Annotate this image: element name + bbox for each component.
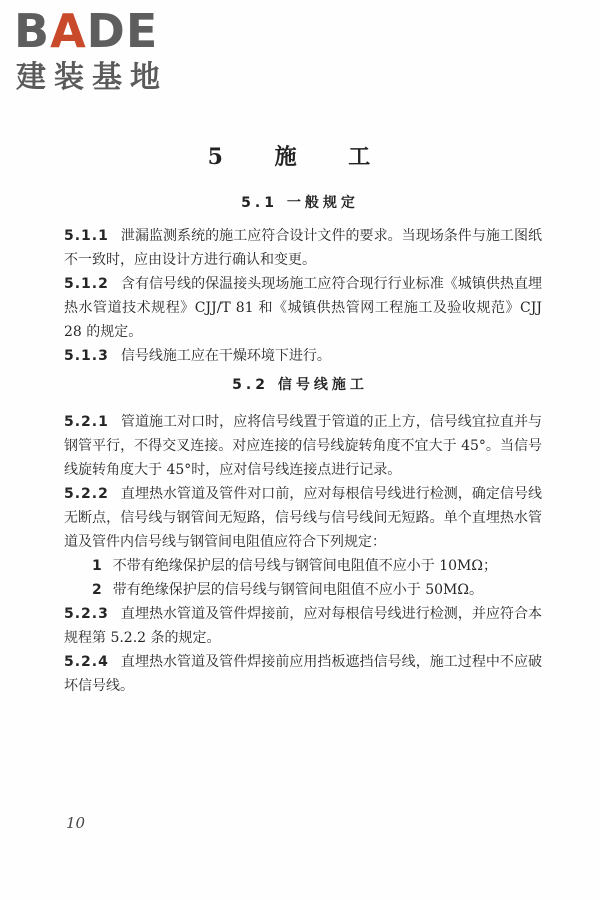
clause-number: 5.1.3: [64, 348, 109, 364]
section-5-2-body: [64, 410, 542, 698]
clause-5-1-1: [64, 224, 542, 272]
clause-number: 5.2.1: [64, 414, 109, 430]
page-number: 10: [66, 814, 86, 832]
clause-5-2-2: [64, 482, 542, 554]
section-5-1-body: [64, 224, 542, 368]
list-item-2: [64, 578, 542, 602]
clause-text: 含有信号线的保温接头现场施工应符合现行行业标准《城镇供热直埋热水管道技术规程》CJJ/T 81 和《城镇供热管网工程施工及验收规范》CJJ 28 的规定。: [64, 276, 542, 340]
clause-5-1-2: [64, 272, 542, 344]
publisher-logo: [14, 6, 184, 96]
clause-number: 5.2.4: [64, 654, 109, 670]
clause-text: 信号线施工应在干燥环境下进行。: [120, 348, 331, 364]
logo-letter-b: B: [14, 4, 51, 58]
clause-text: 泄漏监测系统的施工应符合设计文件的要求。当现场条件与施工图纸不一致时，应由设计方进行确认和变更。: [64, 228, 542, 268]
item-text: 不带有绝缘保护层的信号线与钢管间电阻值不应小于 10MΩ；: [112, 558, 497, 574]
clause-number: 5.1.2: [64, 276, 109, 292]
chapter-title: 5 施 工: [207, 144, 393, 170]
section-title-5-1: 5.1 一般规定: [241, 195, 359, 211]
clause-text: 直埋热水管道及管件焊接前，应对每根信号线进行检测，并应符合本规程第 5.2.2 条的规定。: [64, 606, 542, 646]
logo-letters-de: DE: [86, 4, 159, 58]
clause-5-1-3: [64, 344, 542, 368]
item-number: 1: [92, 558, 103, 574]
item-text: 带有绝缘保护层的信号线与钢管间电阻值不应小于 50MΩ。: [112, 582, 483, 598]
logo-subtitle: 建装基地: [16, 60, 168, 95]
item-number: 2: [92, 582, 103, 598]
logo-letter-a: A: [50, 4, 87, 58]
clause-number: 5.2.2: [64, 486, 109, 502]
section-title-5-2: 5.2 信号线施工: [232, 377, 368, 393]
clause-text: 直埋热水管道及管件对口前，应对每根信号线进行检测，确定信号线无断点，信号线与钢管间无短路，信号线与信号线间无短路。单个直埋热水管道及管件内信号线与钢管间电阻值应符合下列规定：: [64, 486, 542, 550]
clause-5-2-3: [64, 602, 542, 650]
list-item-1: [64, 554, 542, 578]
clause-number: 5.1.1: [64, 228, 109, 244]
clause-text: 直埋热水管道及管件焊接前应用挡板遮挡信号线，施工过程中不应破坏信号线。: [64, 654, 542, 694]
clause-5-2-1: [64, 410, 542, 482]
clause-number: 5.2.3: [64, 606, 109, 622]
logo-wordmark: [14, 6, 184, 56]
clause-5-2-4: [64, 650, 542, 698]
clause-text: 管道施工对口时，应将信号线置于管道的正上方，信号线宜拉直并与钢管平行，不得交叉连接。对应连接的信号线旋转角度不宜大于 45°。当信号线旋转角度大于 45°时，应对信号线连接点进行记录。: [64, 414, 542, 478]
